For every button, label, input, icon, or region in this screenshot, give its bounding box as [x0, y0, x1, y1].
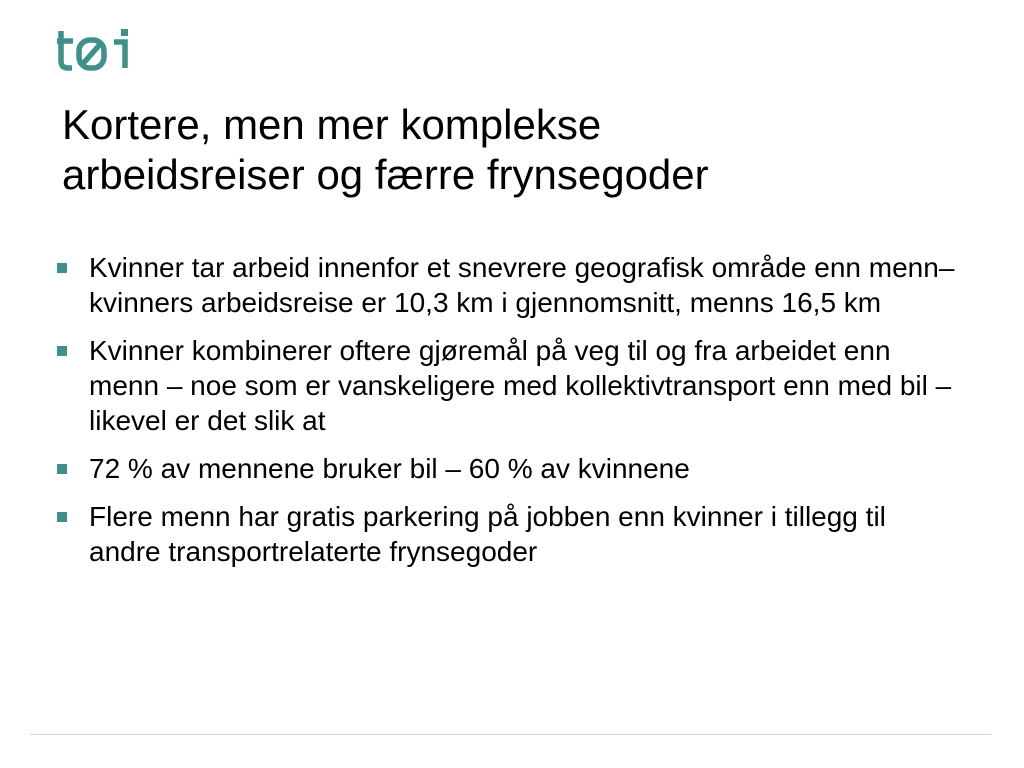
slide-title — [62, 100, 962, 200]
toi-logo — [57, 28, 143, 72]
bullet-item — [56, 333, 956, 438]
slide-title-line-1: Kortere, men mer komplekse — [62, 101, 602, 148]
bullet-item — [56, 250, 956, 320]
square-bullet-icon — [57, 464, 67, 474]
square-bullet-icon — [57, 346, 67, 356]
bullet-text: Kvinner kombinerer oftere gjøremål på veg til og fra arbeidet enn menn – noe som er vanskeligere med kollektivtransport enn med bil – likevel er det slik at — [89, 335, 952, 436]
bullet-item — [56, 499, 956, 569]
bullet-text: Flere menn har gratis parkering på jobben enn kvinner i tillegg til andre transportrelaterte frynsegoder — [89, 501, 886, 567]
bullet-list — [56, 250, 956, 582]
bullet-text: Kvinner tar arbeid innenfor et snevrere geografisk område enn menn– kvinners arbeidsreise er 10,3 km i gjennomsnitt, menns 16,5 km — [89, 252, 955, 318]
bullet-text: 72 % av mennene bruker bil – 60 % av kvinnene — [89, 453, 690, 484]
bullet-item — [56, 451, 956, 486]
slide-title-line-2: arbeidsreiser og færre frynsegoder — [62, 151, 709, 198]
square-bullet-icon — [57, 512, 67, 522]
square-bullet-icon — [57, 263, 67, 273]
footer-divider — [30, 734, 992, 735]
